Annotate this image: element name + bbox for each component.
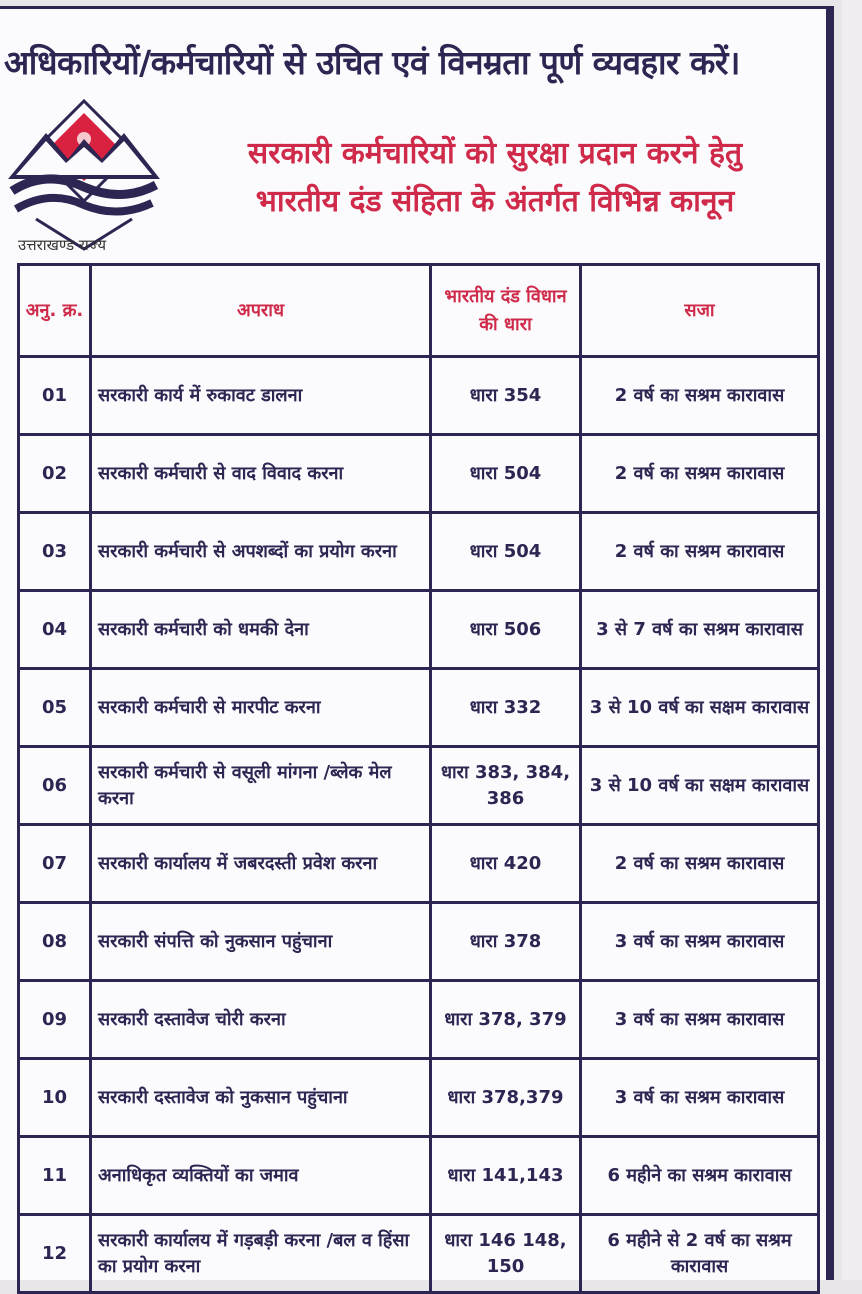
row-offense: सरकारी कर्मचारी से वसूली मांगना /ब्लेक मेल करना	[91, 747, 431, 825]
row-ipc-section: धारा 383, 384, 386	[431, 747, 581, 825]
table-row	[19, 903, 819, 981]
row-ipc-section: धारा 354	[431, 357, 581, 435]
background-wall	[842, 0, 862, 1280]
header-offense: अपराध	[91, 265, 431, 357]
logo-caption: उत्तराखण्ड राज्य	[18, 236, 107, 254]
row-punishment: 6 महीने का सश्रम कारावास	[581, 1137, 819, 1215]
table-row	[19, 981, 819, 1059]
row-serial-number: 06	[19, 747, 91, 825]
row-offense: सरकारी कार्यालय में जबरदस्ती प्रवेश करना	[91, 825, 431, 903]
notice-poster	[0, 6, 834, 1280]
row-serial-number: 10	[19, 1059, 91, 1137]
row-punishment: 3 वर्ष का सश्रम कारावास	[581, 981, 819, 1059]
row-ipc-section: धारा 504	[431, 513, 581, 591]
table-row	[19, 591, 819, 669]
row-offense: सरकारी कार्यालय में गड़बड़ी करना /बल व हिंसा का प्रयोग करना	[91, 1215, 431, 1293]
row-serial-number: 01	[19, 357, 91, 435]
row-punishment: 3 से 7 वर्ष का सश्रम कारावास	[581, 591, 819, 669]
row-punishment: 2 वर्ष का सश्रम कारावास	[581, 825, 819, 903]
row-ipc-section: धारा 332	[431, 669, 581, 747]
row-punishment: 3 वर्ष का सश्रम कारावास	[581, 1059, 819, 1137]
row-offense: सरकारी दस्तावेज को नुकसान पहुंचाना	[91, 1059, 431, 1137]
row-offense: सरकारी कर्मचारी से अपशब्दों का प्रयोग करना	[91, 513, 431, 591]
row-offense: सरकारी कर्मचारी से मारपीट करना	[91, 669, 431, 747]
row-punishment: 3 से 10 वर्ष का सक्षम कारावास	[581, 747, 819, 825]
row-serial-number: 11	[19, 1137, 91, 1215]
row-ipc-section: धारा 378,379	[431, 1059, 581, 1137]
table-row	[19, 513, 819, 591]
header-ipc-section: भारतीय दंड विधान की धारा	[431, 265, 581, 357]
row-ipc-section: धारा 420	[431, 825, 581, 903]
row-offense: सरकारी कर्मचारी को धमकी देना	[91, 591, 431, 669]
row-serial-number: 02	[19, 435, 91, 513]
row-ipc-section: धारा 378, 379	[431, 981, 581, 1059]
table-row	[19, 747, 819, 825]
row-punishment: 2 वर्ष का सश्रम कारावास	[581, 357, 819, 435]
header-banner: अधिकारियों/कर्मचारियों से उचित एवं विनम्रता पूर्ण व्यवहार करें।	[4, 43, 740, 82]
row-serial-number: 07	[19, 825, 91, 903]
header-serial-number: अनु. क्र.	[19, 265, 91, 357]
header-punishment: सजा	[581, 265, 819, 357]
row-serial-number: 09	[19, 981, 91, 1059]
row-offense: सरकारी कर्मचारी से वाद विवाद करना	[91, 435, 431, 513]
row-serial-number: 05	[19, 669, 91, 747]
row-punishment: 2 वर्ष का सश्रम कारावास	[581, 513, 819, 591]
row-ipc-section: धारा 146 148, 150	[431, 1215, 581, 1293]
title-line-2: भारतीय दंड संहिता के अंतर्गत विभिन्न कानून	[255, 184, 735, 219]
table-row	[19, 669, 819, 747]
row-punishment: 6 महीने से 2 वर्ष का सश्रम कारावास	[581, 1215, 819, 1293]
row-offense: सरकारी संपत्ति को नुकसान पहुंचाना	[91, 903, 431, 981]
row-punishment: 3 वर्ष का सश्रम कारावास	[581, 903, 819, 981]
table-row	[19, 357, 819, 435]
row-ipc-section: धारा 141,143	[431, 1137, 581, 1215]
row-serial-number: 08	[19, 903, 91, 981]
row-ipc-section: धारा 504	[431, 435, 581, 513]
row-ipc-section: धारा 506	[431, 591, 581, 669]
table-row	[19, 435, 819, 513]
row-punishment: 3 से 10 वर्ष का सक्षम कारावास	[581, 669, 819, 747]
row-serial-number: 04	[19, 591, 91, 669]
row-offense: सरकारी दस्तावेज चोरी करना	[91, 981, 431, 1059]
table-header-row	[19, 265, 819, 357]
row-offense: सरकारी कार्य में रुकावट डालना	[91, 357, 431, 435]
row-serial-number: 03	[19, 513, 91, 591]
table-row	[19, 1215, 819, 1293]
law-table	[17, 263, 820, 1294]
row-ipc-section: धारा 378	[431, 903, 581, 981]
table-row	[19, 1059, 819, 1137]
row-serial-number: 12	[19, 1215, 91, 1293]
title-line-1: सरकारी कर्मचारियों को सुरक्षा प्रदान करने हेतु	[247, 136, 743, 171]
row-offense: अनाधिकृत व्यक्तियों का जमाव	[91, 1137, 431, 1215]
table-row	[19, 1137, 819, 1215]
row-punishment: 2 वर्ष का सश्रम कारावास	[581, 435, 819, 513]
table-row	[19, 825, 819, 903]
